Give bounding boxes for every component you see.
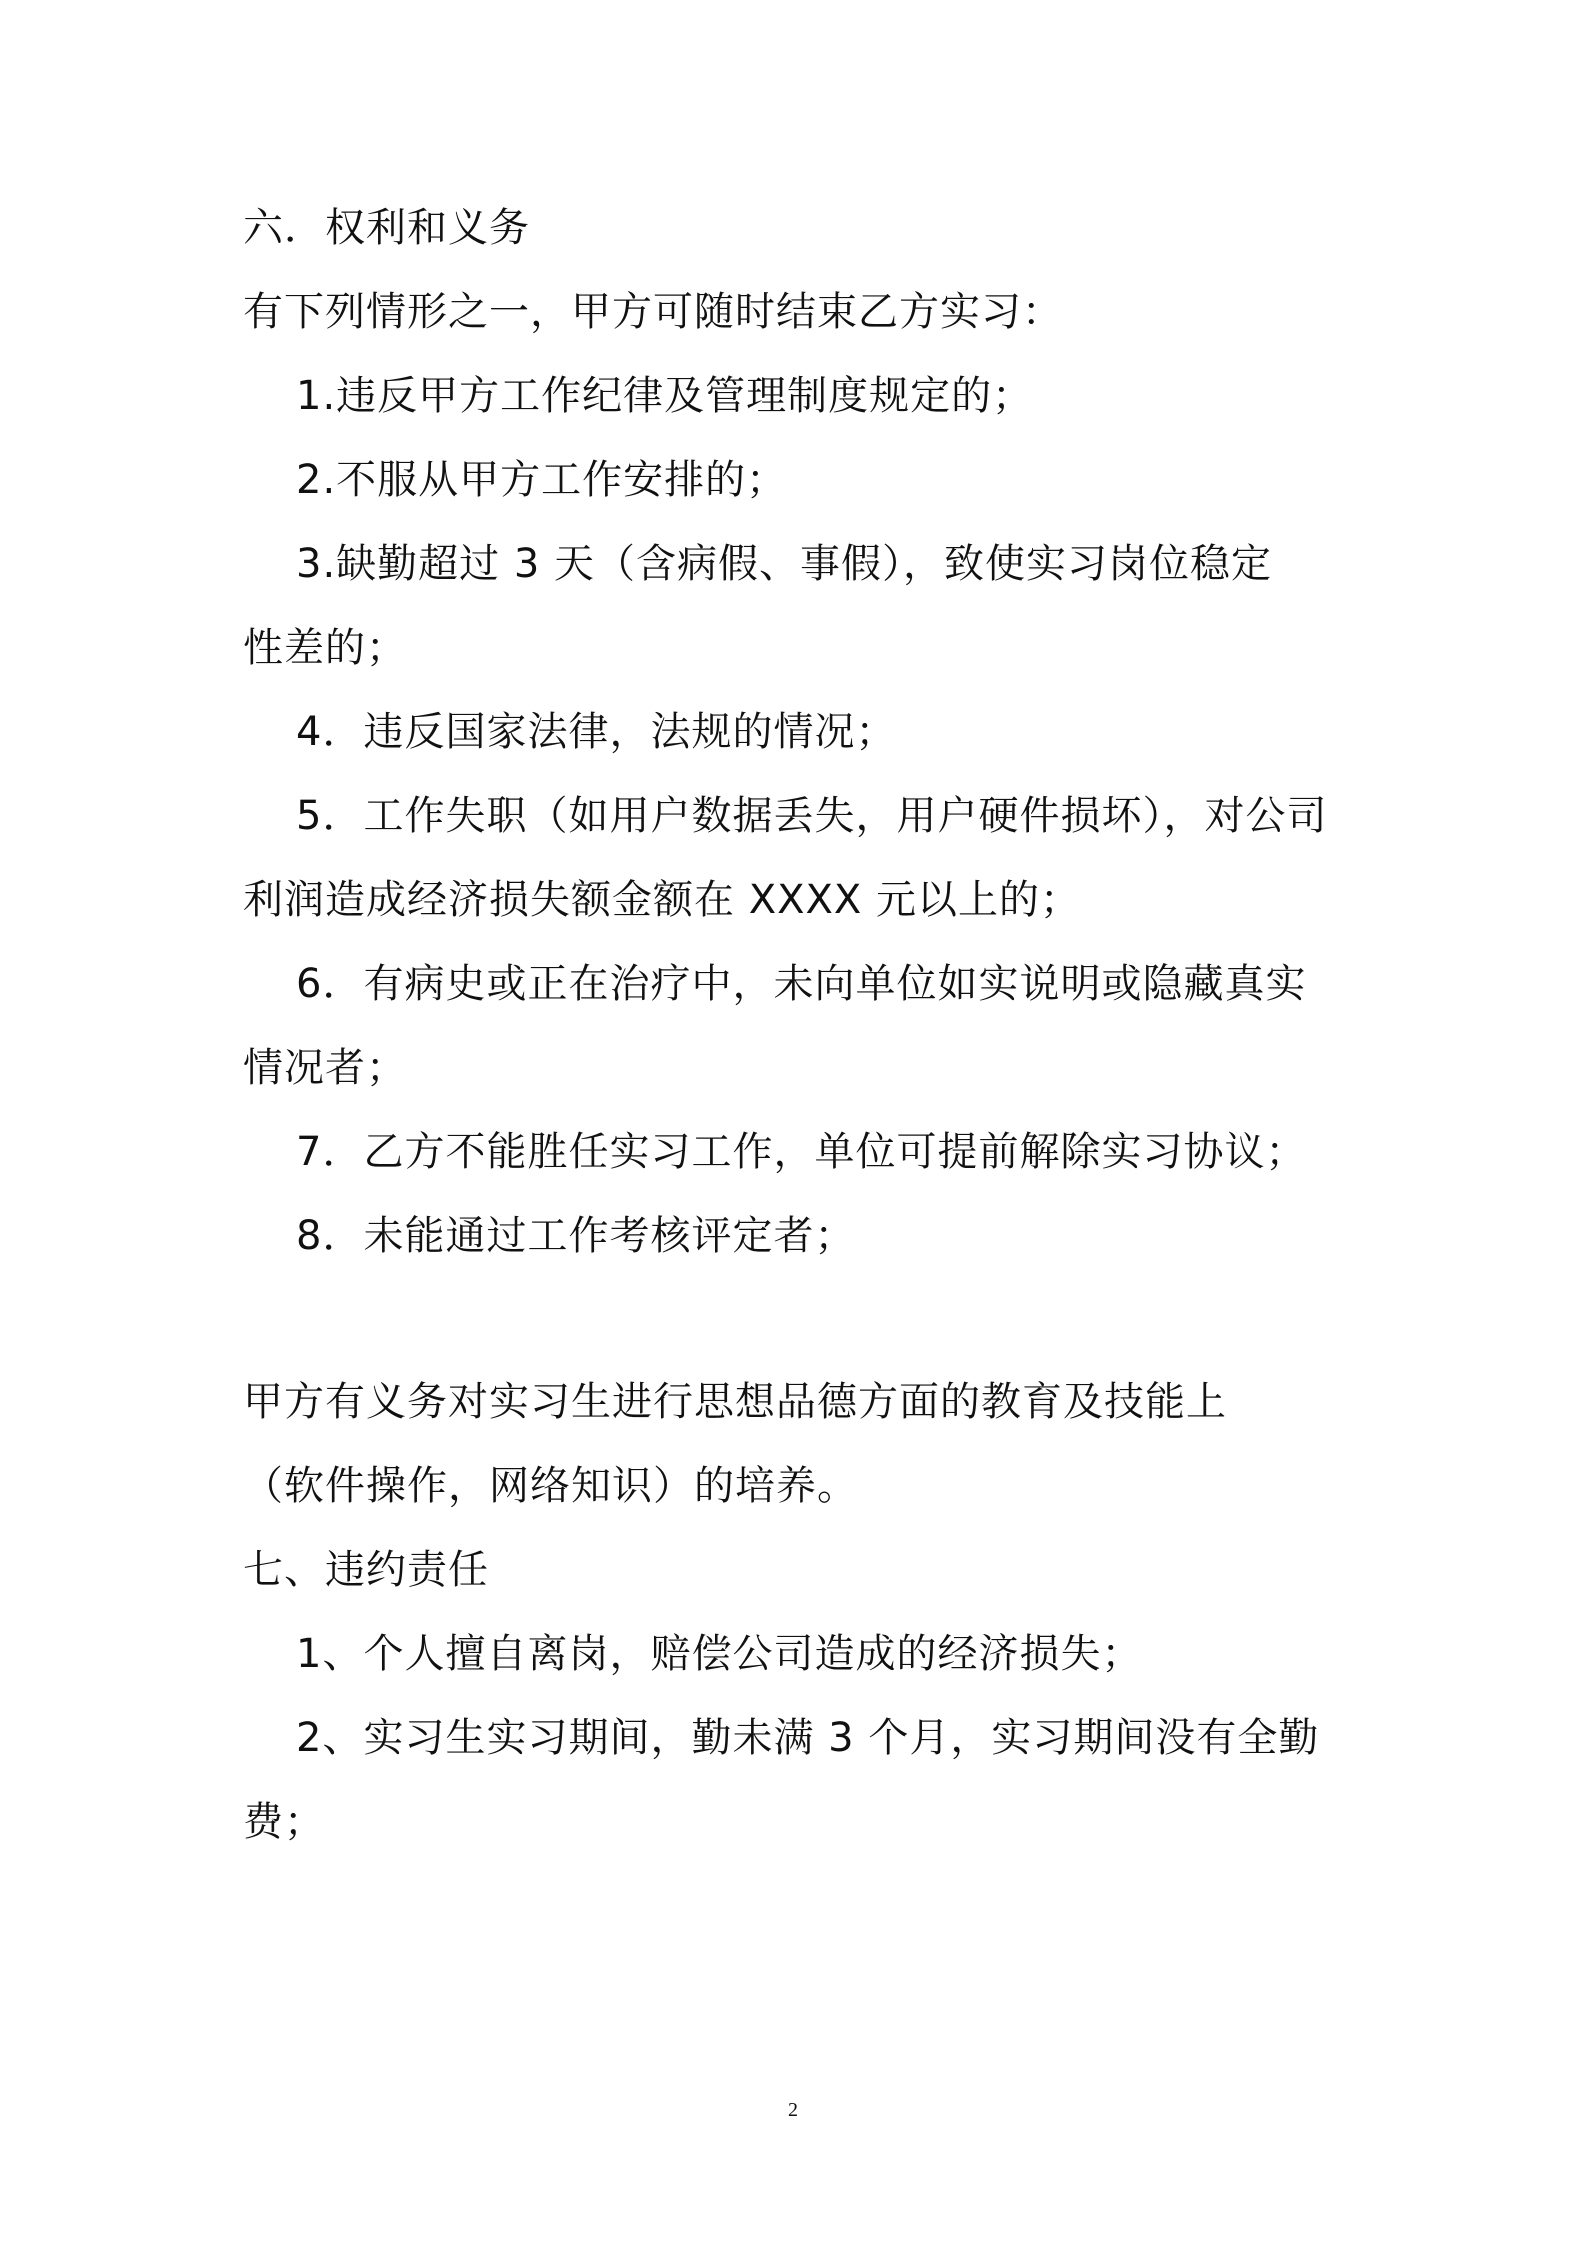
termination-intro: 有下列情形之一，甲方可随时结束乙方实习： [243,289,1063,335]
list-item-continuation: 情况者； [243,1045,407,1091]
list-item-continuation: 性差的； [243,625,407,671]
list-item: 1.违反甲方工作纪律及管理制度规定的； [296,373,1034,419]
list-item: 5．工作失职（如用户数据丢失，用户硬件损坏），对公司 [296,793,1328,839]
list-item: 4．违反国家法律，法规的情况； [296,709,897,755]
list-item: 3.缺勤超过 3 天（含病假、事假），致使实习岗位稳定 [296,541,1273,587]
list-item: 1、个人擅自离岗，赔偿公司造成的经济损失； [296,1631,1143,1677]
page-number: 2 [788,2099,798,2121]
list-item: 8．未能通过工作考核评定者； [296,1213,856,1259]
list-item-continuation: 费； [243,1799,325,1845]
duty-paragraph-line1: 甲方有义务对实习生进行思想品德方面的教育及技能上 [243,1379,1227,1425]
list-item: 6．有病史或正在治疗中，未向单位如实说明或隐藏真实 [296,961,1307,1007]
list-item: 2、实习生实习期间，勤未满 3 个月，实习期间没有全勤 [296,1715,1320,1761]
duty-paragraph-line2: （软件操作，网络知识）的培养。 [243,1463,858,1509]
section-heading-rights-duties: 六．权利和义务 [243,205,530,251]
list-item: 7．乙方不能胜任实习工作，单位可提前解除实习协议； [296,1129,1307,1175]
list-item: 2.不服从甲方工作安排的； [296,457,788,503]
section-heading-breach-liability: 七、违约责任 [243,1547,489,1593]
list-item-continuation: 利润造成经济损失额金额在 XXXX 元以上的； [243,877,1082,923]
